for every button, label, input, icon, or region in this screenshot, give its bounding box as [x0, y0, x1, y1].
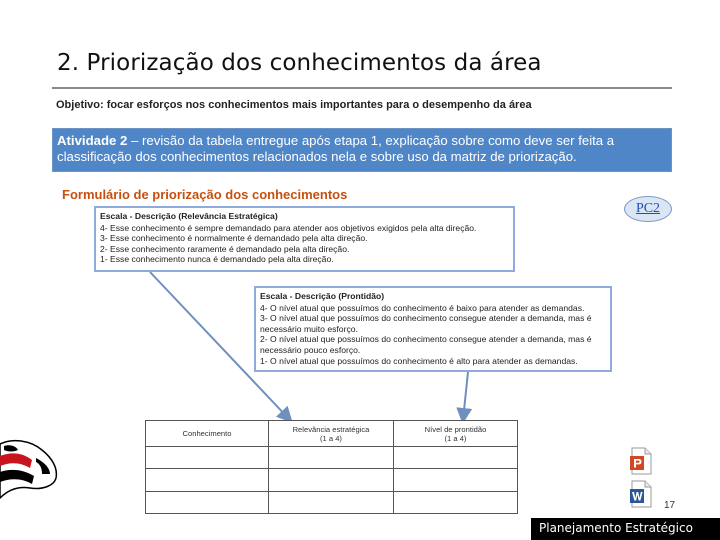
- relevance-arrow: [150, 272, 290, 420]
- table-row: [146, 491, 518, 513]
- table-row: [146, 447, 518, 469]
- readiness-scale-line: 2- O nível atual que possuímos do conhecimento consegue atender a demanda, mas é necessário pouco esforço.: [260, 334, 592, 355]
- relevance-scale-line: 2- Esse conhecimento raramente é demandado pela alta direção.: [100, 243, 350, 254]
- table-cell[interactable]: [146, 491, 269, 513]
- relevance-scale-header: Escala - Descrição (Relevância Estratégica): [100, 211, 278, 221]
- readiness-scale-line: 4- O nível atual que possuímos do conhecimento é baixo para atender as demandas.: [260, 302, 585, 313]
- footer-text: Planejamento Estratégico: [539, 521, 693, 535]
- readiness-scale-line: 1- O nível atual que possuímos do conhecimento é alto para atender as demandas.: [260, 355, 578, 366]
- slide-title: 2. Priorização dos conhecimentos da área: [57, 50, 542, 76]
- activity-text: – revisão da tabela entregue após etapa 1, explicação sobre como deve ser feita a classificação dos conhecimentos relacionados nela e sobre uso da matriz de priorização.: [57, 133, 615, 164]
- page-number: 17: [664, 500, 676, 511]
- table-cell[interactable]: [394, 469, 518, 491]
- readiness-scale-line: 3- O nível atual que possuímos do conhecimento consegue atender a demanda, mas é necessário muito esforço.: [260, 313, 592, 334]
- table-cell[interactable]: [394, 447, 518, 469]
- relevance-scale-line: 4- Esse conhecimento é sempre demandado para atender aos objetivos exigidos pela alta direção.: [100, 222, 477, 233]
- word-file-icon[interactable]: [629, 480, 653, 508]
- table-cell[interactable]: [269, 491, 394, 513]
- footer-bar: [531, 518, 720, 540]
- table-cell[interactable]: [269, 469, 394, 491]
- relevance-scale-line: 3- Esse conhecimento é normalmente é demandado pela alta direção.: [100, 233, 368, 244]
- matrix-header-readiness: Nível de prontidão (1 a 4): [394, 421, 518, 447]
- matrix-header-relevance: Relevância estratégica (1 a 4): [269, 421, 394, 447]
- table-row: [146, 469, 518, 491]
- table-cell[interactable]: [269, 447, 394, 469]
- matrix-header-knowledge: Conhecimento: [146, 421, 269, 447]
- readiness-scale-header: Escala - Descrição (Prontidão): [260, 291, 385, 301]
- relevance-scale-line: 1- Esse conhecimento nunca é demandado pela alta direção.: [100, 254, 334, 265]
- table-cell[interactable]: [146, 447, 269, 469]
- activity-label: Atividade 2: [57, 133, 128, 148]
- prioritization-matrix: [145, 420, 518, 514]
- form-title: Formulário de priorização dos conhecimentos: [62, 187, 348, 202]
- table-cell[interactable]: [394, 491, 518, 513]
- table-cell[interactable]: [146, 469, 269, 491]
- pc2-link-button[interactable]: PC2: [624, 196, 672, 222]
- powerpoint-file-icon[interactable]: [629, 447, 653, 475]
- readiness-arrow: [463, 372, 468, 420]
- objective-text: Objetivo: focar esforços nos conhecimentos mais importantes para o desempenho da área: [56, 99, 532, 111]
